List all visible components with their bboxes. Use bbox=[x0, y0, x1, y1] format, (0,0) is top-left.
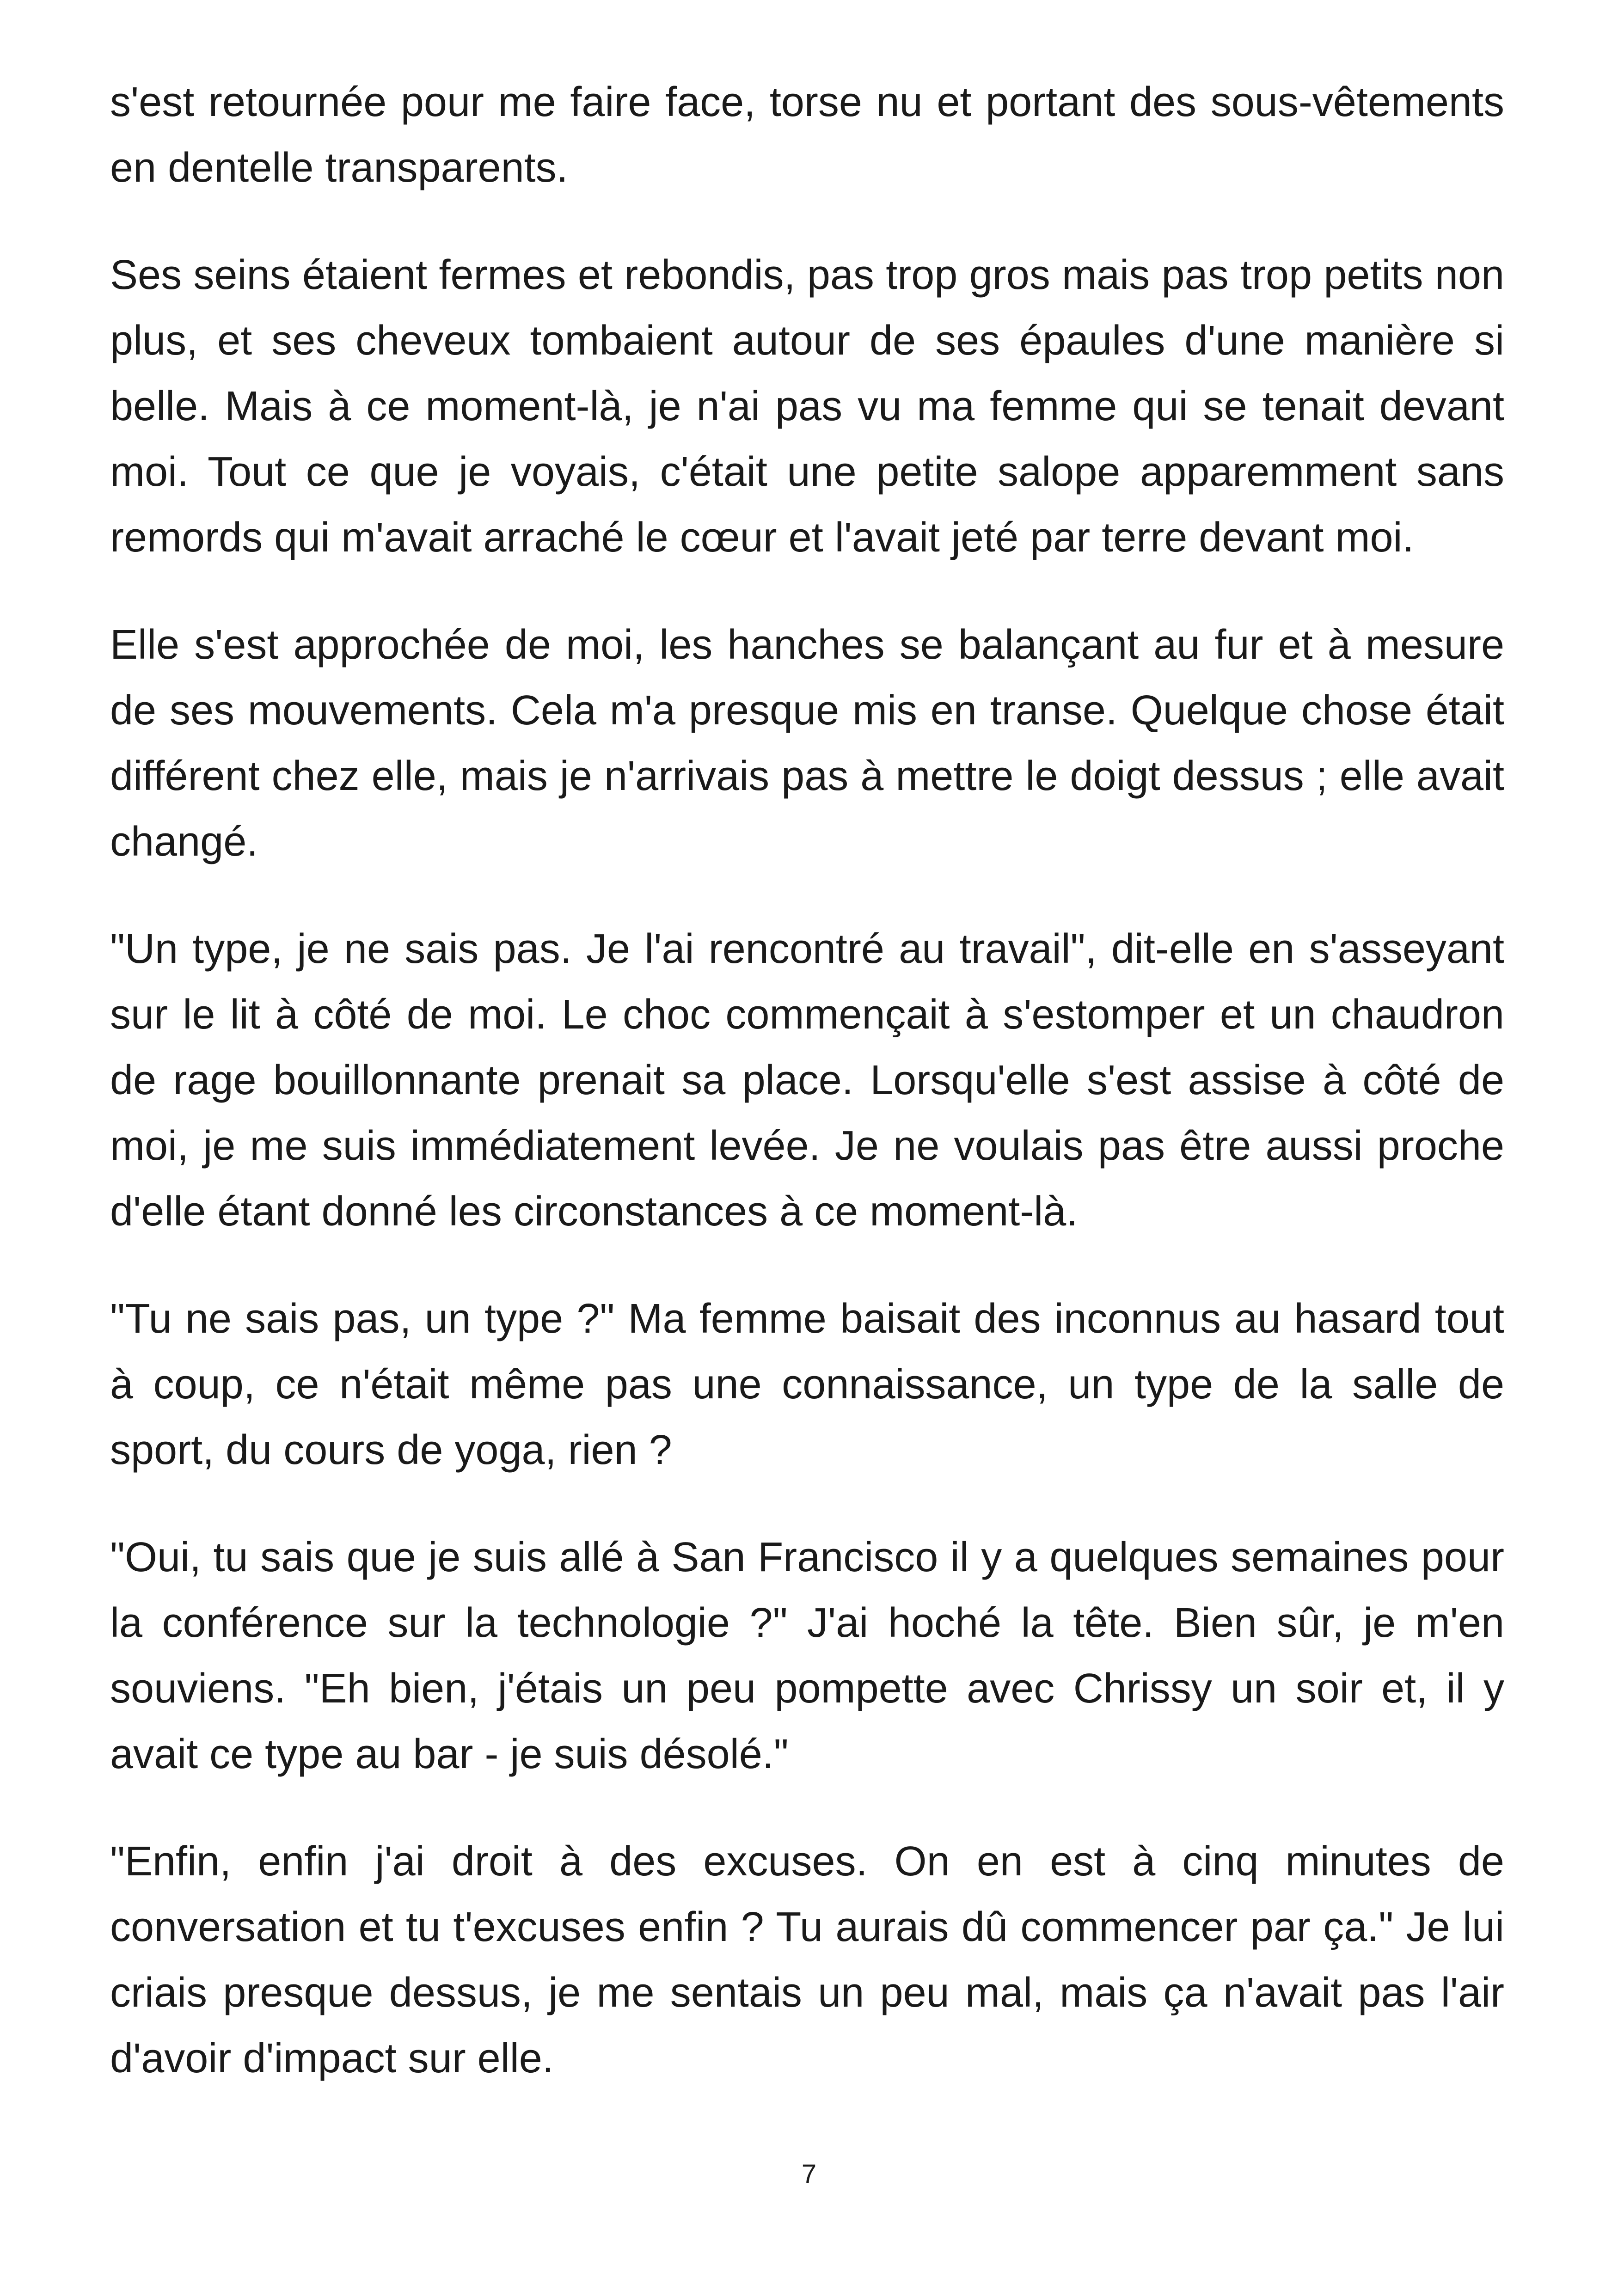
paragraph: "Un type, je ne sais pas. Je l'ai rencontré au travail", dit-elle en s'asseyant sur le lit à côté de moi. Le choc commençait à s'estomper et un chaudron de rage bouillonnante prenait sa place. Lorsqu'elle s'est assise à côté de moi, je me suis immédiatement levée. Je ne voulais pas être aussi proche d'elle étant donné les circonstances à ce moment-là. bbox=[110, 926, 1504, 1235]
page-number: 7 bbox=[801, 2159, 817, 2189]
paragraph: "Tu ne sais pas, un type ?" Ma femme baisait des inconnus au hasard tout à coup, ce n'était même pas une connaissance, un type de la salle de sport, du cours de yoga, rien ? bbox=[110, 1296, 1504, 1473]
paragraph: s'est retournée pour me faire face, torse nu et portant des sous-vêtements en dentelle transparents. bbox=[110, 79, 1504, 191]
paragraph: Elle s'est approchée de moi, les hanches se balançant au fur et à mesure de ses mouvements. Cela m'a presque mis en transe. Quelque chose était différent chez elle, mais je n'arrivais pas à mettre le doigt dessus ; elle avait changé. bbox=[110, 622, 1504, 865]
paragraph: Ses seins étaient fermes et rebondis, pas trop gros mais pas trop petits non plus, et ses cheveux tombaient autour de ses épaules d'une manière si belle. Mais à ce moment-là, je n'ai pas vu ma femme qui se tenait devant moi. Tout ce que je voyais, c'était une petite salope apparemment sans remords qui m'avait arraché le cœur et l'avait jeté par terre devant moi. bbox=[110, 252, 1504, 561]
body-text bbox=[110, 69, 1504, 2133]
paragraph: "Oui, tu sais que je suis allé à San Francisco il y a quelques semaines pour la conférence sur la technologie ?" J'ai hoché la tête. Bien sûr, je m'en souviens. "Eh bien, j'étais un peu pompette avec Chrissy un soir et, il y avait ce type au bar - je suis désolé." bbox=[110, 1534, 1504, 1777]
paragraph: "Enfin, enfin j'ai droit à des excuses. On en est à cinq minutes de conversation et tu t'excuses enfin ? Tu aurais dû commencer par ça." Je lui criais presque dessus, je me sentais un peu mal, mais ça n'avait pas l'air d'avoir d'impact sur elle. bbox=[110, 1838, 1504, 2082]
